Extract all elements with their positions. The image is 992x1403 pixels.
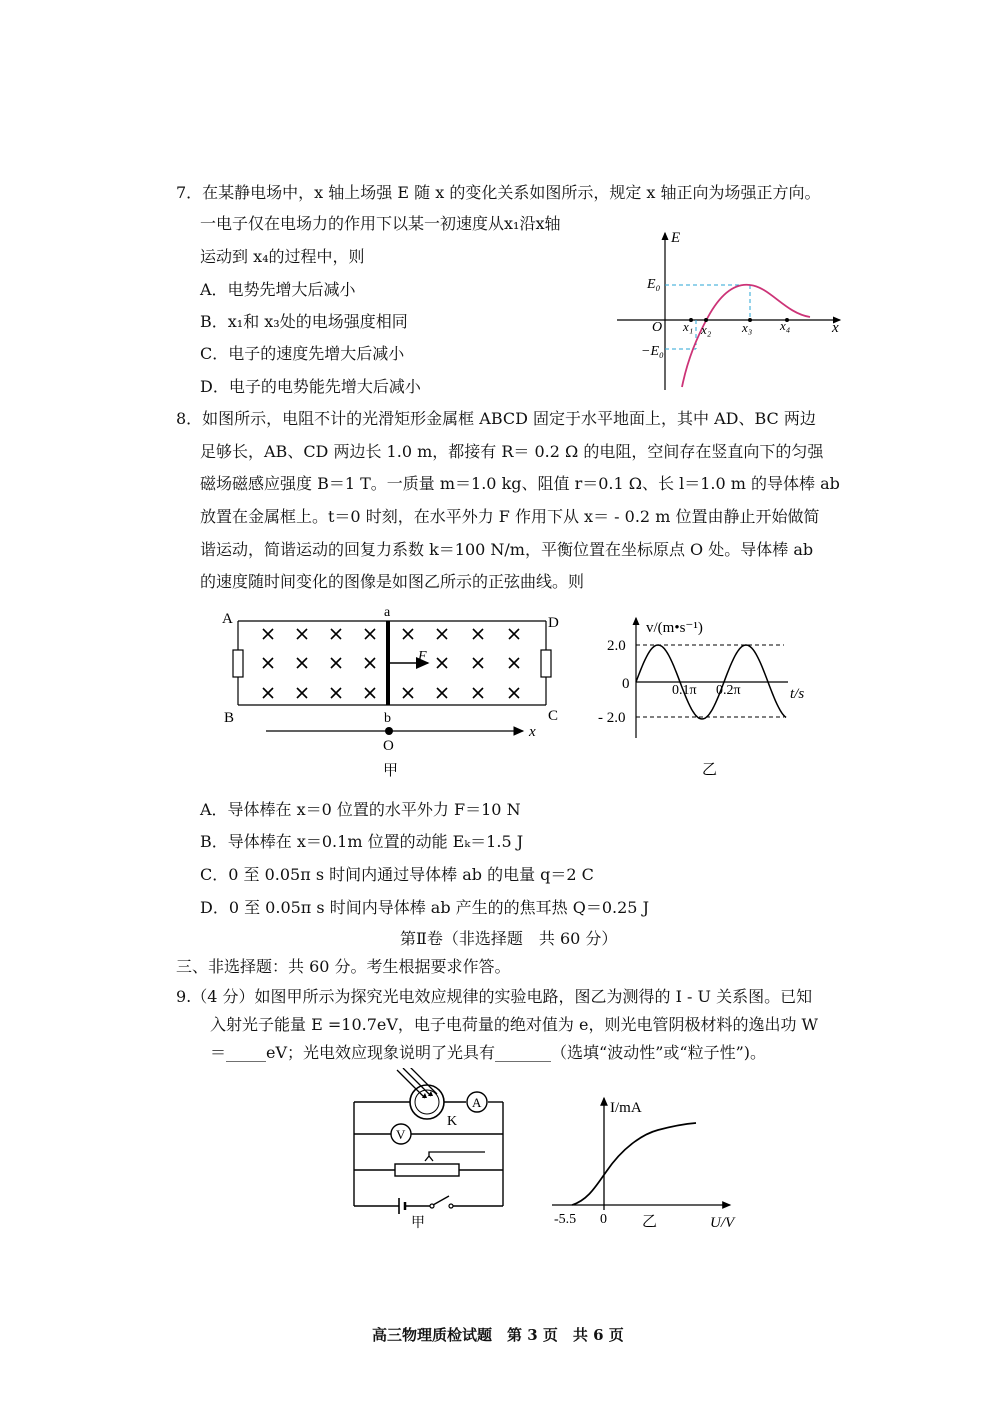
tick-label-neg-5-5: -5.5 <box>554 1212 577 1227</box>
q7-option-d: D．电子的电势能先增大后减小 <box>200 377 421 396</box>
field-cross <box>437 629 447 639</box>
field-cross <box>297 688 307 698</box>
field-cross <box>437 688 447 698</box>
q7-option-b: B．x₁和 x₃处的电场强度相同 <box>200 312 408 331</box>
q9-iu-graph <box>548 1092 748 1237</box>
tick-label-bottom: - 2.0 <box>598 710 626 726</box>
field-cross <box>365 658 375 668</box>
x2-label: x₂ <box>701 322 712 337</box>
cathode-k-label: K <box>447 1114 458 1129</box>
field-cross <box>509 629 519 639</box>
q8-stem-line2: 足够长，AB、CD 两边长 1.0 m，都接有 R＝ 0.2 Ω 的电阻，空间存在竖直向下的匀强 <box>200 442 824 461</box>
q9-stem-line1: 9.（4 分）如图甲所示为探究光电效应规律的实验电路，图乙为测得的 I - U 关系图。已知 <box>176 987 813 1006</box>
field-cross <box>365 629 375 639</box>
q8-option-d: D．0 至 0.05π s 时间内导体棒 ab 产生的的焦耳热 Q＝0.25 J <box>200 898 649 917</box>
section-title: 第Ⅱ卷（非选择题 共 60 分） <box>400 929 618 948</box>
field-cross <box>473 629 483 639</box>
q8-stem-line1: 8．如图所示，电阻不计的光滑矩形金属框 ABCD 固定于水平地面上，其中 AD、BC 两边 <box>176 409 816 428</box>
bar-end-a-label: a <box>384 605 391 620</box>
field-cross <box>509 688 519 698</box>
x1-label: x₁ <box>683 319 694 334</box>
q8-velocity-graph <box>592 610 822 785</box>
rheostat <box>395 1164 459 1176</box>
q7-e-x-graph <box>610 225 850 395</box>
origin-label: O <box>652 320 663 335</box>
figure-caption-yi: 乙 <box>702 762 718 778</box>
q8-stem-line6: 的速度随时间变化的图像是如图乙所示的正弦曲线。则 <box>200 572 585 591</box>
q8-stem-line4: 放置在金属框上。t＝0 时刻，在水平外力 F 作用下从 x＝ - 0.2 m 位置由静止开始做简 <box>200 507 820 526</box>
x-axis-label: x <box>529 724 536 740</box>
left-resistor <box>233 650 243 677</box>
voltmeter-label: V <box>396 1127 406 1142</box>
field-cross <box>403 688 413 698</box>
ammeter-label: A <box>472 1095 482 1110</box>
tick-label-t2: 0.2π <box>716 683 741 698</box>
u-axis-label: U/V <box>710 1215 735 1231</box>
q8-stem-line3: 磁场磁感应强度 B＝1 T。一质量 m＝1.0 kg、阻值 r＝0.1 Ω、长 l＝1.0 m 的导体棒 ab <box>200 474 840 493</box>
e-axis-label: E <box>671 230 681 246</box>
x4-label: x₄ <box>780 318 791 333</box>
q9-stem-line3: ＝_____eV；光电效应现象说明了光具有_______（选填“波动性”或“粒子性”)。 <box>210 1043 766 1062</box>
tick-label-top: 2.0 <box>607 638 626 654</box>
x3-label: x₃ <box>742 320 753 335</box>
q7-option-a: A．电势先增大后减小 <box>200 280 356 299</box>
figure-caption-jia: 甲 <box>411 1216 425 1231</box>
q8-stem-line5: 谐运动，简谐运动的回复力系数 k＝100 N/m，平衡位置在坐标原点 O 处。导体棒 ab <box>200 540 814 559</box>
q9-stem-line2: 入射光子能量 E =10.7eV，电子电荷量的绝对值为 e，则光电管阴极材料的逸出功 W <box>210 1015 818 1034</box>
field-cross <box>473 658 483 668</box>
field-cross <box>331 629 341 639</box>
field-cross <box>365 688 375 698</box>
field-cross <box>263 658 273 668</box>
e0-label: E₀ <box>647 277 661 292</box>
corner-d-label: D <box>548 615 559 631</box>
iu-curve <box>572 1123 696 1205</box>
corner-b-label: B <box>224 710 235 726</box>
origin-point <box>385 727 393 735</box>
page-footer: 高三物理质检试题 第 3 页 共 6 页 <box>372 1326 624 1344</box>
field-cross <box>437 658 447 668</box>
q7-stem-line3: 运动到 x₄的过程中，则 <box>200 247 365 266</box>
corner-c-label: C <box>548 708 559 724</box>
section-description: 三、非选择题：共 60 分。考生根据要求作答。 <box>176 957 511 976</box>
right-resistor <box>541 650 551 677</box>
q8-option-c: C．0 至 0.05π s 时间内通过导体棒 ab 的电量 q＝2 C <box>200 865 594 884</box>
t-axis-label: t/s <box>790 686 805 702</box>
tick-label-zero: 0 <box>622 676 630 692</box>
field-cross <box>331 688 341 698</box>
i-axis-label: I/mA <box>610 1100 642 1116</box>
q7-stem-line1: 7．在某静电场中，x 轴上场强 E 随 x 的变化关系如图所示，规定 x 轴正向为场强正方向。 <box>176 183 821 202</box>
field-cross <box>331 658 341 668</box>
field-cross <box>297 629 307 639</box>
q9-circuit-figure <box>345 1068 515 1233</box>
x-axis-label: x <box>832 320 839 336</box>
v-axis-label: v/(m•s⁻¹) <box>646 620 703 636</box>
q8-option-a: A．导体棒在 x＝0 位置的水平外力 F＝10 N <box>200 800 521 819</box>
tick-label-zero: 0 <box>600 1212 607 1227</box>
q7-option-c: C．电子的速度先增大后减小 <box>200 344 405 363</box>
field-cross <box>263 688 273 698</box>
field-cross <box>263 629 273 639</box>
figure-caption-yi: 乙 <box>642 1214 658 1230</box>
tick-label-t1: 0.1π <box>672 683 697 698</box>
bar-end-b-label: b <box>384 711 391 726</box>
field-cross <box>509 658 519 668</box>
figure-caption-jia: 甲 <box>383 763 399 779</box>
q7-stem-line2: 一电子仅在电场力的作用下以某一初速度从x₁沿x轴 <box>200 214 561 233</box>
q8-option-b: B．导体棒在 x＝0.1m 位置的动能 Eₖ＝1.5 J <box>200 832 524 851</box>
q8-frame-figure <box>218 605 568 783</box>
force-f-label: F <box>418 649 427 664</box>
rheostat-slider <box>425 1152 485 1161</box>
corner-a-label: A <box>222 611 233 627</box>
field-cross <box>473 688 483 698</box>
origin-o-label: O <box>383 738 394 754</box>
field-cross <box>403 629 413 639</box>
field-cross <box>297 658 307 668</box>
neg-e0-label: −E₀ <box>641 344 664 359</box>
